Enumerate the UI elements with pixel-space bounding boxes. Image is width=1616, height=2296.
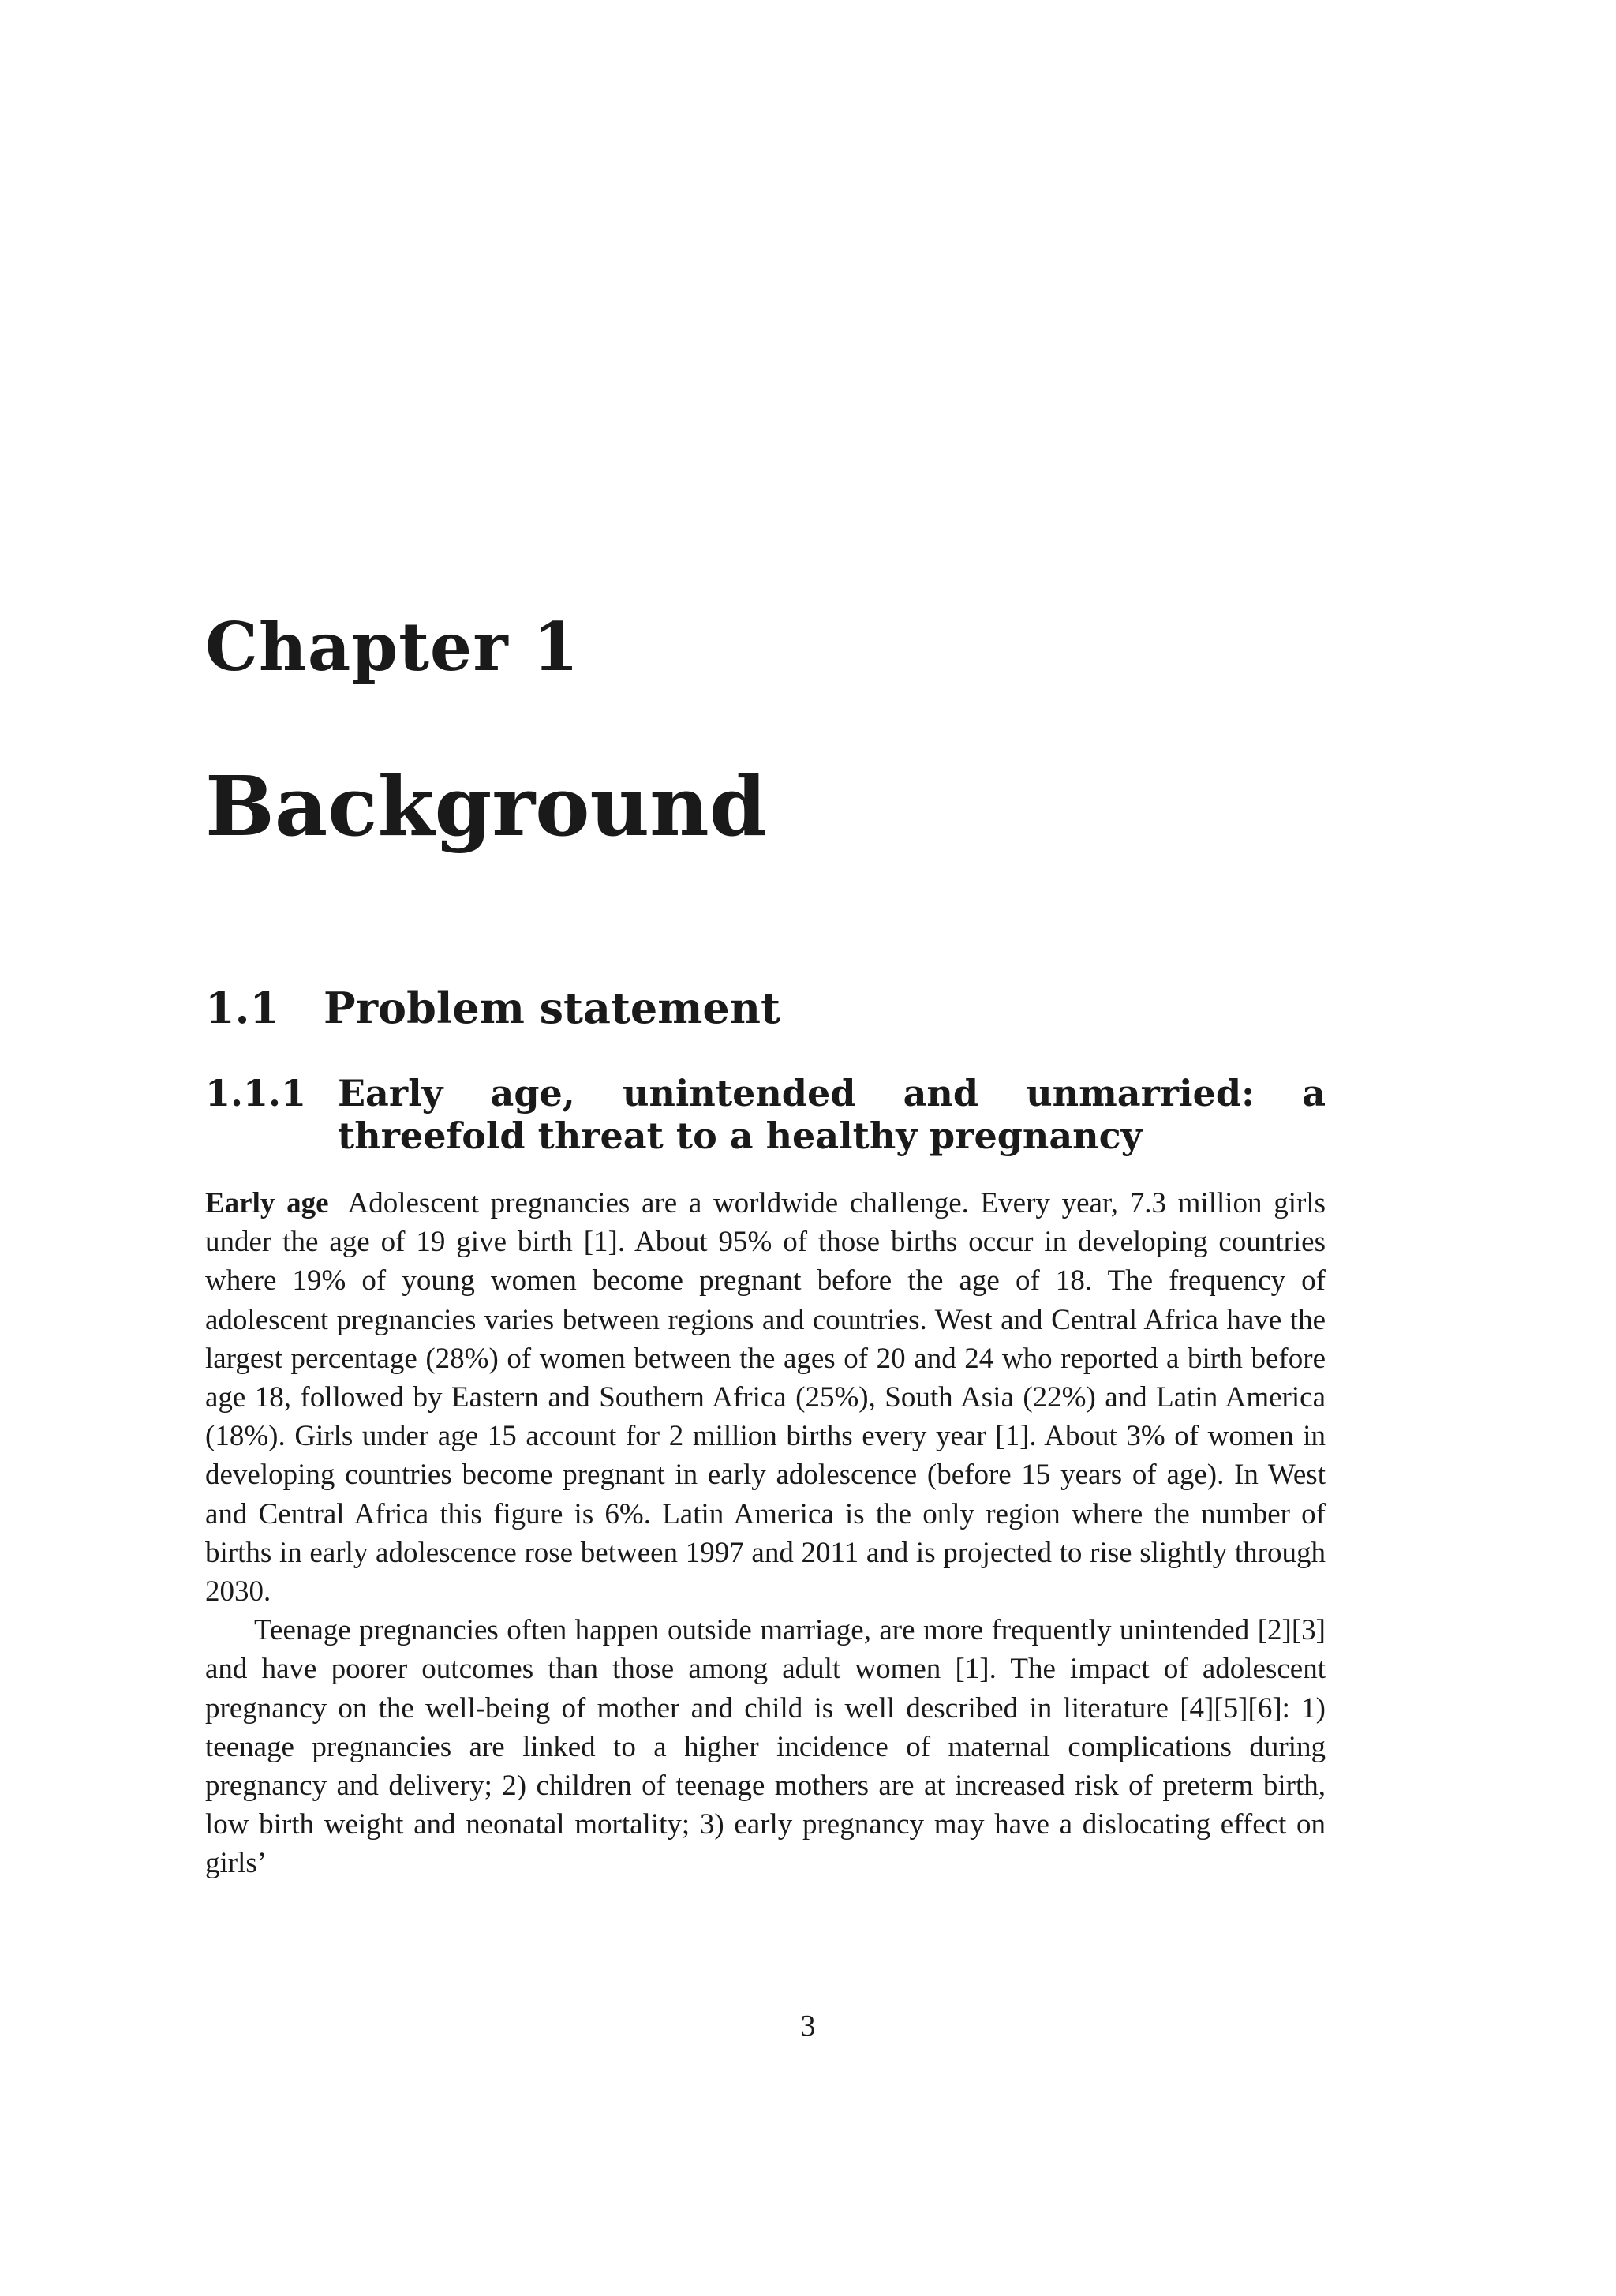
body-text [205,1184,1326,1883]
subsection-heading [205,1072,1326,1157]
paragraph-early-age [205,1184,1326,1611]
chapter-title: Background [205,758,767,855]
subsection-title: Early age, unintended and unmarried: a threefold threat to a healthy pregnancy [338,1072,1326,1157]
page-number: 3 [800,2009,816,2043]
section-title: Problem statement [324,983,780,1033]
chapter-label: Chapter 1 [205,608,580,686]
section-number: 1.1 [205,983,279,1033]
subsection-number: 1.1.1 [205,1072,307,1114]
run-in-heading: Early age [205,1187,329,1219]
paragraph-teenage-pregnancies [205,1611,1326,1882]
section-heading [205,983,780,1033]
paragraph-text: Teenage pregnancies often happen outside marriage, are more frequently unintended [2][3] and have poorer outcomes than those among adult women [1]. The impact of adolescent pregnancy on the well-being of mother and child is well described in literature [4][5][6]: 1) teenage pregnancies are linked to a higher incidence of maternal complications during pregnancy and delivery; 2) children of teenage mothers are at increased risk of preterm birth, low birth weight and neonatal mortality; 3) early pregnancy may have a dislocating effect on girls’ [205,1614,1326,1880]
paragraph-text: Adolescent pregnancies are a worldwide challenge. Every year, 7.3 million girls under the age of 19 give birth [1]. About 95% of those births occur in developing countries where 19% of young women become pregnant before the age of 18. The frequency of adolescent pregnancies varies between regions and countries. West and Central Africa have the largest percentage (28%) of women between the ages of 20 and 24 who reported a birth before age 18, followed by Eastern and Southern Africa (25%), South Asia (22%) and Latin America (18%). Girls under age 15 account for 2 million births every year [1]. About 3% of women in developing countries become pregnant in early adolescence (before 15 years of age). In West and Central Africa this figure is 6%. Latin America is the only region where the number of births in early adolescence rose between 1997 and 2011 and is projected to rise slightly through 2030. [205,1187,1326,1609]
